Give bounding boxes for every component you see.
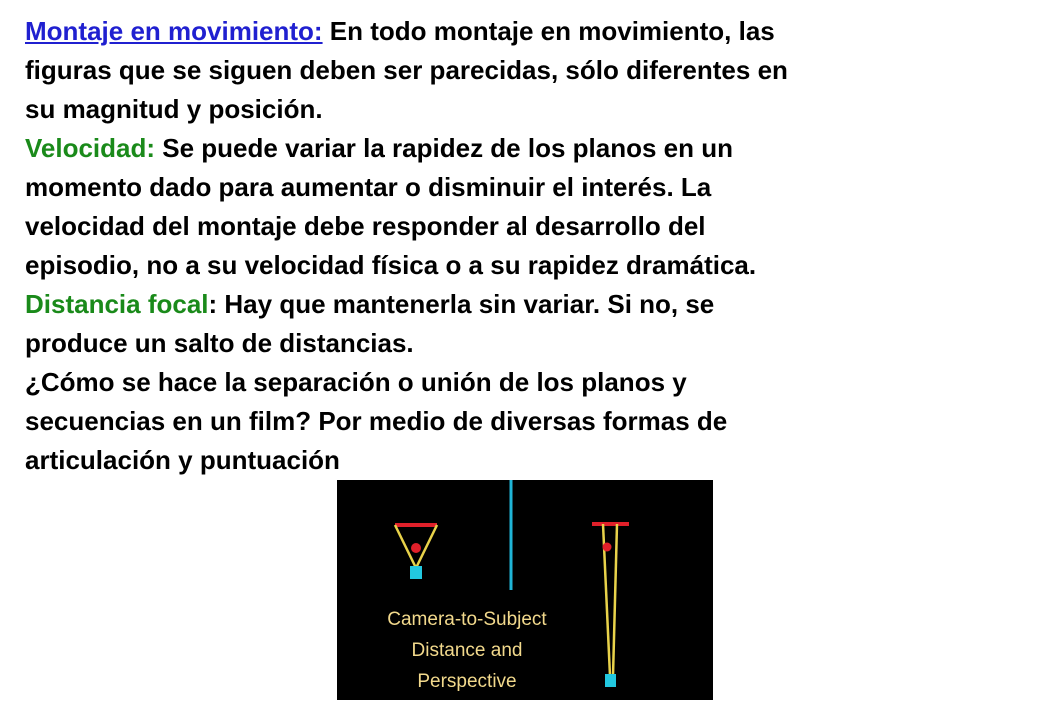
right-sight-line-b <box>613 524 617 676</box>
distancia-text: : Hay que mantenerla sin variar. Si no, se <box>208 289 715 319</box>
velocidad-line-3: velocidad del montaje debe responder al desarrollo del <box>25 211 706 241</box>
montaje-line-2: figuras que se siguen deben ser parecidas, sólo diferentes en <box>25 55 788 85</box>
velocidad-line-2: momento dado para aumentar o disminuir el interés. La <box>25 172 712 202</box>
caption-line-1: Camera-to-Subject <box>387 609 547 630</box>
pregunta-line-2: secuencias en un film? Por medio de diversas formas de <box>25 406 728 436</box>
slide-text-block <box>25 12 1025 480</box>
distancia-line-2: produce un salto de distancias. <box>25 328 414 358</box>
caption-line-2: Distance and <box>411 640 523 661</box>
montaje-line-3: su magnitud y posición. <box>25 94 323 124</box>
velocidad-line-1 <box>25 129 1025 168</box>
left-camera-icon <box>410 566 422 579</box>
perspective-figure <box>337 480 713 700</box>
distancia-term: Distancia focal <box>25 289 209 319</box>
right-subject-dot <box>603 543 612 552</box>
montaje-text: En todo montaje en movimiento, las <box>322 16 775 46</box>
distancia-line-1 <box>25 285 1025 324</box>
figure-caption <box>337 604 597 697</box>
pregunta-line-1: ¿Cómo se hace la separación o unión de los planos y <box>25 367 687 397</box>
montaje-line-1 <box>25 12 1025 51</box>
velocidad-text: Se puede variar la rapidez de los planos en un <box>155 133 734 163</box>
caption-line-3: Perspective <box>417 671 517 692</box>
pregunta-line-3: articulación y puntuación <box>25 445 340 475</box>
velocidad-term: Velocidad: <box>25 133 156 163</box>
velocidad-line-4: episodio, no a su velocidad física o a su rapidez dramática. <box>25 250 757 280</box>
left-subject-dot <box>411 543 421 553</box>
montaje-term-link[interactable]: Montaje en movimiento: <box>25 16 323 46</box>
right-camera-icon <box>605 674 616 687</box>
